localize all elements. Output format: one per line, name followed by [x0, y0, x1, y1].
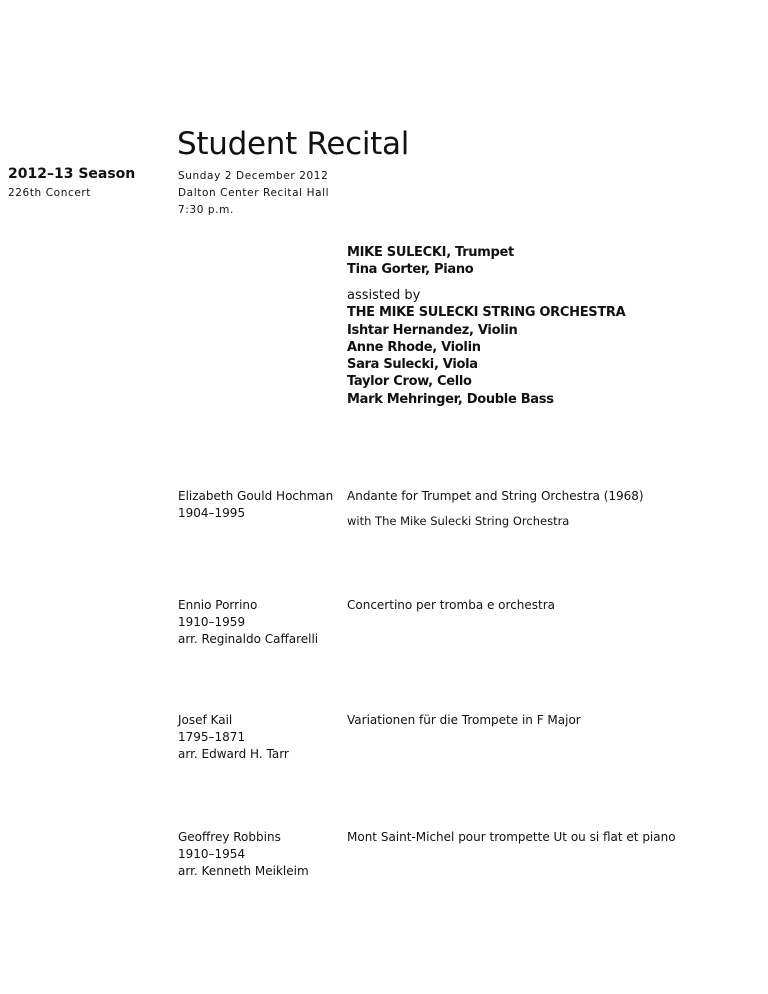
program-composer	[178, 597, 318, 648]
concert-venue: Dalton Center Recital Hall	[178, 187, 330, 199]
concert-time: 7:30 p.m.	[178, 204, 234, 216]
ensemble-member: Ishtar Hernandez, Violin	[347, 322, 518, 338]
piece-note: with The Mike Sulecki String Orchestra	[347, 514, 570, 528]
program-composer	[178, 829, 309, 880]
program-composer	[178, 712, 289, 763]
composer-dates: 1910–1959	[178, 615, 246, 629]
piece-title: Mont Saint-Michel pour trompette Ut ou si flat et piano	[347, 830, 676, 844]
concert-number: 226th Concert	[8, 187, 92, 199]
program-piece	[347, 488, 644, 530]
arranger: arr. Kenneth Meikleim	[178, 864, 309, 878]
piece-title: Andante for Trumpet and String Orchestra (1968)	[347, 489, 644, 503]
piece-title: Variationen für die Trompete in F Major	[347, 713, 581, 727]
arranger: arr. Reginaldo Caffarelli	[178, 632, 319, 646]
ensemble-member: Anne Rhode, Violin	[347, 339, 481, 355]
assisted-by-label: assisted by	[347, 288, 421, 303]
composer-dates: 1795–1871	[178, 730, 246, 744]
page-title: Student Recital	[177, 126, 410, 162]
ensemble-name: THE MIKE SULECKI STRING ORCHESTRA	[347, 305, 626, 321]
composer-name: Josef Kail	[178, 713, 233, 727]
ensemble-member: Mark Mehringer, Double Bass	[347, 391, 554, 407]
ensemble-member: Sara Sulecki, Viola	[347, 357, 478, 373]
soloist: MIKE SULECKI, Trumpet	[347, 245, 514, 260]
arranger: arr. Edward H. Tarr	[178, 747, 289, 761]
composer-name: Ennio Porrino	[178, 598, 258, 612]
composer-name: Elizabeth Gould Hochman	[178, 489, 334, 503]
program-composer	[178, 488, 333, 522]
concert-date: Sunday 2 December 2012	[178, 170, 329, 182]
ensemble-member: Taylor Crow, Cello	[347, 374, 472, 390]
piece-title: Concertino per tromba e orchestra	[347, 598, 556, 612]
ensemble-block	[347, 287, 625, 408]
performers-main	[347, 244, 514, 279]
composer-dates: 1904–1995	[178, 506, 246, 520]
pianist: Tina Gorter, Piano	[347, 262, 474, 278]
composer-dates: 1910–1954	[178, 847, 246, 861]
season-label: 2012–13 Season	[8, 166, 136, 182]
composer-name: Geoffrey Robbins	[178, 830, 281, 844]
